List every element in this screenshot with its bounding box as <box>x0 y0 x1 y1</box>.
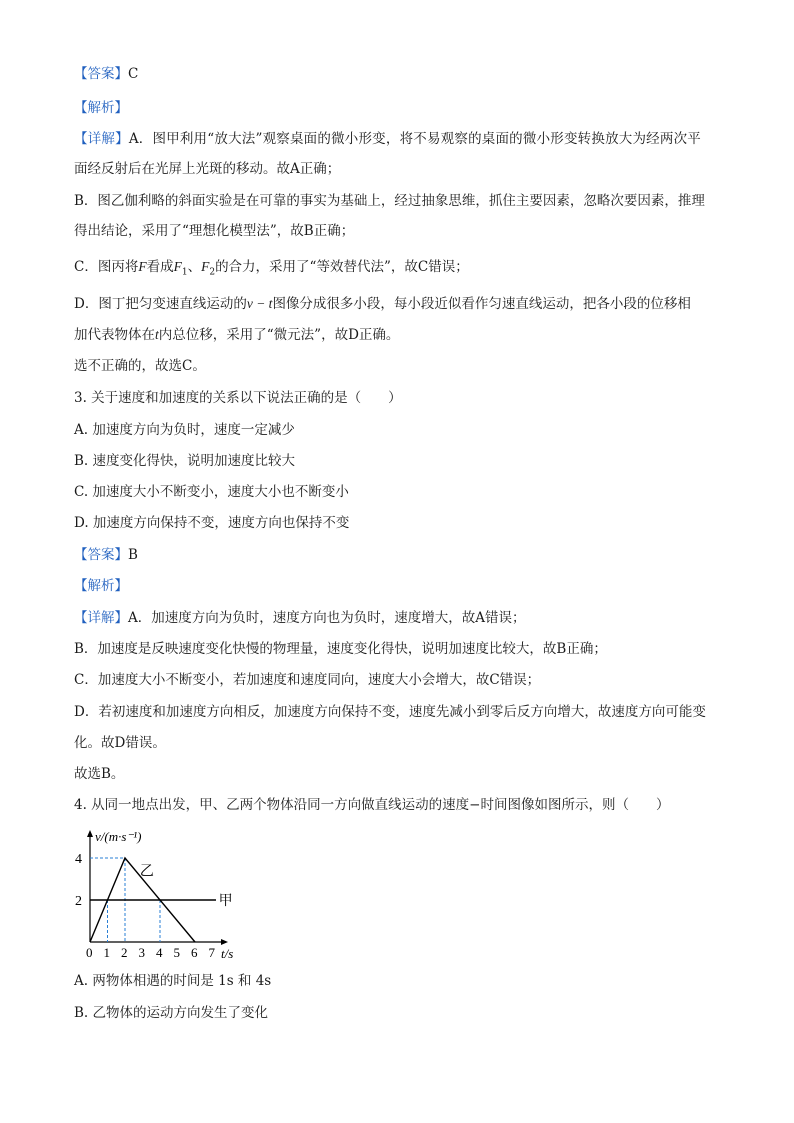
x-axis-label: t/s <box>221 946 234 958</box>
x-tick-label: 5 <box>173 945 180 958</box>
symbol-vt: v − t <box>246 296 273 311</box>
subscript-1: 1 <box>181 267 188 278</box>
x-tick-label: 4 <box>156 945 163 958</box>
c-line-sep: 、 <box>187 259 202 275</box>
series-label-jia: 甲 <box>218 894 233 909</box>
x-tick-label: 7 <box>208 945 215 958</box>
q3-detail-line-3: C．加速度大小不断变小，若加速度和速度同向，速度大小会增大，故C错误； <box>74 672 541 688</box>
x-tick-label: 1 <box>103 945 110 958</box>
c-line-text-a: C．图丙将 <box>74 259 139 275</box>
y-axis-arrow <box>87 830 93 837</box>
q3-option-b: B. 速度变化得快，说明加速度比较大 <box>74 453 296 469</box>
q3-detail-line-2: B．加速度是反映速度变化快慢的物理量，速度变化得快，说明加速度比较大，故B正确； <box>74 641 607 657</box>
y-tick-label: 4 <box>75 852 82 867</box>
series-label-yi: 乙 <box>139 864 154 880</box>
answer-label: 【答案】 <box>74 547 128 563</box>
symbol-F: F <box>138 259 147 274</box>
q2-detail-line-d1 <box>74 294 691 314</box>
detail-label: 【详解】 <box>74 131 129 147</box>
subscript-2: 2 <box>209 267 216 278</box>
q2-detail-text-1: A．图甲利用“放大法”观察桌面的微小形变，将不易观察的桌面的微小形变转换放大为经两次平 <box>128 131 701 147</box>
q3-analysis-label: 【解析】 <box>74 578 128 594</box>
q3-option-a: A. 加速度方向为负时，速度一定减少 <box>74 422 295 438</box>
symbol-F1: F <box>173 259 182 274</box>
detail-label: 【详解】 <box>74 610 128 626</box>
q3-detail-line-1 <box>74 608 526 628</box>
q2-detail-line-1 <box>74 129 701 149</box>
symbol-t: t <box>155 327 159 342</box>
c-line-text-b: 看成 <box>146 259 174 275</box>
q2-detail-line-2: 面经反射后在光屏上光斑的移动。故A正确； <box>74 161 341 177</box>
q2-detail-line-3: B．图乙伽利略的斜面实验是在可靠的事实为基础上，经过抽象思维，抓住主要因素，忽略次要因素，推理 <box>74 193 705 209</box>
q4-stem: 4. 从同一地点出发，甲、乙两个物体沿同一方向做直线运动的速度−时间图像如图所示，则（ ） <box>74 797 670 813</box>
d-line-text-a: D．图丁把匀变速直线运动的 <box>74 296 247 312</box>
q2-answer <box>74 64 138 84</box>
q3-answer <box>74 545 138 565</box>
q3-stem: 3. 关于速度和加速度的关系以下说法正确的是（ ） <box>74 390 402 406</box>
q4-option-b: B. 乙物体的运动方向发生了变化 <box>74 1005 269 1021</box>
y-axis-label: v/(m·s⁻¹) <box>95 829 142 844</box>
x-axis-arrow <box>221 939 228 945</box>
d2-line-text-b: 内总位移，采用了“微元法”，故D正确。 <box>158 327 400 343</box>
q2-detail-line-4: 得出结论，采用了“理想化模型法”，故B正确； <box>74 223 355 239</box>
q3-option-d: D. 加速度方向保持不变，速度方向也保持不变 <box>74 515 350 531</box>
q2-detail-line-d2 <box>74 325 399 345</box>
symbol-F2: F <box>201 259 210 274</box>
q3-detail-line-5: 化。故D错误。 <box>74 735 166 751</box>
y-tick-label: 2 <box>75 894 82 909</box>
q2-detail-line-c <box>74 257 469 283</box>
q3-option-c: C. 加速度大小不断变小，速度大小也不断变小 <box>74 484 349 500</box>
answer-value: B <box>128 547 138 563</box>
q2-analysis-label: 【解析】 <box>74 100 128 116</box>
x-tick-label: 2 <box>121 945 128 958</box>
q4-option-a: A. 两物体相遇的时间是 1s 和 4s <box>74 973 272 989</box>
x-tick-label: 6 <box>191 945 198 958</box>
q3-detail-line-4: D．若初速度和加速度方向相反，加速度方向保持不变，速度先减小到零后反方向增大，故速度方向可能变 <box>74 704 706 720</box>
x-tick-label: 3 <box>138 945 145 958</box>
q3-conclusion: 故选B。 <box>74 766 125 782</box>
x-tick-label: 0 <box>86 945 93 958</box>
d-line-text-b: 图像分成很多小段，每小段近似看作匀速直线运动，把各小段的位移相 <box>272 296 691 312</box>
vt-graph <box>70 828 250 958</box>
q2-conclusion: 选不正确的，故选C。 <box>74 358 206 374</box>
q3-detail-text-1: A．加速度方向为负时，速度方向也为负时，速度增大，故A错误； <box>128 610 526 626</box>
answer-value: C <box>128 66 139 82</box>
c-line-text-c: 的合力，采用了“等效替代法”，故C错误； <box>215 259 469 275</box>
answer-label: 【答案】 <box>74 66 128 82</box>
d2-line-text-a: 加代表物体在 <box>74 327 155 343</box>
